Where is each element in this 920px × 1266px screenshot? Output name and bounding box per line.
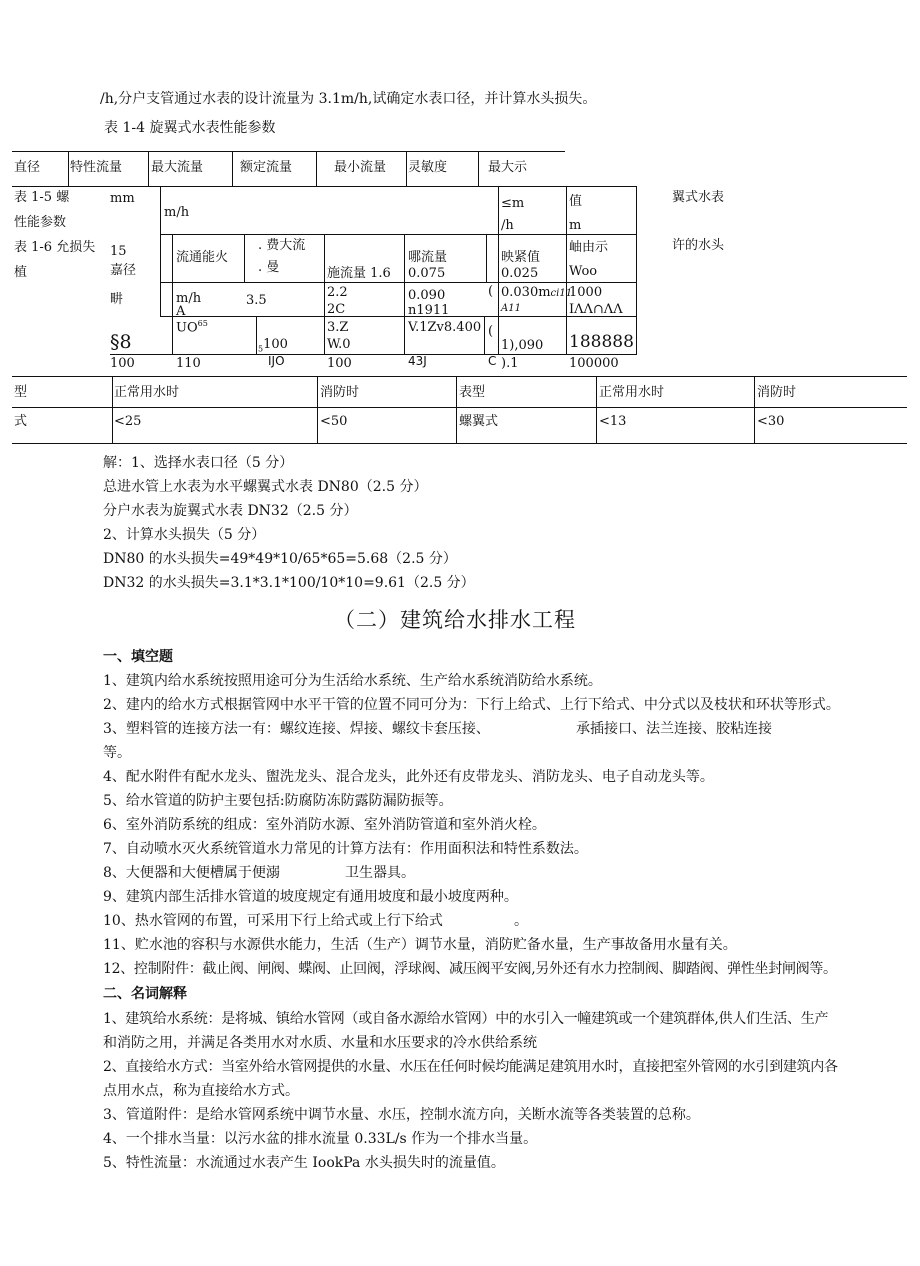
cell: 0.090 (408, 288, 446, 303)
cell: 0.075 (408, 266, 446, 281)
fill-item: 3、塑料管的连接方法一有：螺纹连接、焊接、螺纹卡套压接、 (103, 721, 490, 737)
cell-value: 0.030m (501, 285, 551, 300)
cell: 施流量 1.6 (327, 266, 391, 281)
header-cell: 最大流量 (151, 160, 204, 175)
fill-item: 7、自动喷水灭火系统管道水力常见的计算方法有：作用面积法和特性系数法。 (103, 841, 588, 857)
fill-item-cont: 承插接口、法兰连接、胶粘连接 (576, 721, 772, 737)
table-cell: 型 (14, 385, 28, 400)
term-item: 2、直接给水方式：当室外给水管网提供的水量、水压在任何时候均能满足建筑用水时，直接把室外管网的水引到建筑内各 (103, 1059, 838, 1075)
cell: 100000 (569, 356, 619, 371)
cell: 畊 (110, 292, 124, 307)
cell (176, 319, 208, 337)
cell: m (569, 218, 582, 233)
cell: 100 (110, 356, 135, 371)
intro-line: /h,分户支管通过水表的设计流量为 3.1m/h,试确定水表口径，并计算水头损失。 (100, 91, 597, 107)
cell-value: UO (176, 320, 198, 336)
caption-1-6b: 植 (14, 265, 28, 280)
cell: 3.Z (327, 320, 349, 335)
table-cell: 螺翼式 (459, 414, 499, 429)
cell: 0.025 (501, 266, 539, 281)
cell: 2C (327, 302, 346, 317)
cell: W.0 (327, 337, 351, 352)
cell: m/h (164, 205, 190, 220)
fill-item: 5、给水管道的防护主要包括:防腐防冻防露防漏防振等。 (103, 793, 453, 809)
term-item: 5、特性流量：水流通过水表产生 IookPa 水头损失时的流量值。 (103, 1155, 505, 1171)
cell: 值 (569, 194, 583, 209)
term-item: 3、管道附件：是给水管网系统中调节水量、水压，控制水流方向，关断水流等各类装置的总称。 (103, 1107, 700, 1123)
cell-sub: 5 (258, 344, 264, 354)
cell: n1911 (408, 303, 450, 318)
cell: Woo (569, 264, 598, 279)
cell: ( (488, 284, 494, 299)
solution-line: DN80 的水头损失=49*49*10/65*65=5.68（2.5 分） (103, 551, 457, 567)
fill-item: 1、建筑内给水系统按照用途可分为生活给水系统、生产给水系统消防给水系统。 (103, 673, 602, 689)
cell: mm (110, 191, 135, 206)
cell-sub: ci11 (550, 288, 573, 299)
solution-line: 分户水表为旋翼式水表 DN32（2.5 分） (103, 503, 358, 519)
cell: 哪流量 (408, 250, 448, 265)
cell: 嘉径 (110, 263, 137, 278)
header-cell: 最小流量 (334, 160, 387, 175)
caption-1-5: 表 1-5 螺 (14, 190, 70, 205)
cell: V.1Zv8.400 (408, 320, 482, 335)
table-cell: 正常用水时 (114, 385, 180, 400)
term-item: 1、建筑给水系统：是将城、镇给水管网（或自备水源给水管网）中的水引入一幢建筑或一个建筑群体,供人们生活、生产 (103, 1011, 829, 1027)
term-item: 4、一个排水当量：以污水盆的排水流量 0.33L/s 作为一个排水当量。 (103, 1131, 538, 1147)
cell: 43J (408, 354, 427, 368)
table-cell: <50 (320, 414, 348, 429)
cell: 110 (176, 356, 201, 371)
header-cell: 灵敏度 (408, 160, 448, 175)
cell: C (488, 354, 497, 368)
cell: 100 (327, 356, 352, 371)
table-cell: <30 (757, 414, 785, 429)
cell: 188888 (569, 332, 634, 352)
cell: /h (501, 218, 514, 233)
cell: IΛΛ∩ΛΛ (569, 302, 623, 317)
table-cell: 表型 (459, 385, 486, 400)
fill-item: 12、控制附件：截止阀、闸阀、蝶阀、止回阀，浮球阀、减压阀平安阀,另外还有水力控制阀、脚踏阀、弹性坐封闸阀等。 (103, 961, 837, 977)
table-cell: 消防时 (757, 385, 797, 400)
header-cell: 直径 (14, 160, 41, 175)
header-cell: 特性流量 (70, 160, 123, 175)
cell: 1),090 (501, 338, 544, 353)
caption-1-6: 表 1-6 允损失 (14, 240, 96, 255)
cell: A (176, 304, 186, 319)
fill-item: 10、热水管网的布置，可采用下行上给式或上行下给式 (103, 913, 443, 929)
fill-item: 9、建筑内部生活排水管道的坡度规定有通用坡度和最小坡度两种。 (103, 889, 518, 905)
table-cell: 正常用水时 (599, 385, 665, 400)
header-cell: 最大示 (488, 160, 528, 175)
fill-item-cont: 卫生器具。 (345, 865, 415, 881)
fill-item: 4、配水附件有配水龙头、盥洗龙头、混合龙头，此外还有皮带龙头、消防龙头、电子自动龙头等。 (103, 769, 714, 785)
cell: ≤m (501, 196, 525, 211)
solution-line: DN32 的水头损失=3.1*3.1*100/10*10=9.61（2.5 分） (103, 575, 475, 591)
table-caption: 表 1-4 旋翼式水表性能参数 (104, 120, 276, 136)
table-cell: 式 (14, 414, 28, 429)
cell: 15 (110, 244, 127, 259)
cell: §8 (110, 331, 132, 353)
term-item-cont: 和消防之用，并满足各类用水对水质、水量和水压要求的冷水供给系统 (103, 1035, 537, 1051)
terms-heading: 二、名词解释 (103, 986, 187, 1002)
fill-item: 6、室外消防系统的组成：室外消防水源、室外消防管道和室外消火栓。 (103, 817, 546, 833)
cell: IJO (268, 354, 285, 368)
table-cell: <25 (114, 414, 142, 429)
cell: 3.5 (246, 293, 267, 308)
cell: m/h (176, 291, 202, 306)
caption-1-5b: 性能参数 (14, 215, 67, 230)
cell: ( (488, 324, 494, 339)
solution-line: 2、计算水头损失（5 分） (103, 527, 266, 543)
cell: ).1 (501, 356, 519, 371)
cell: 流通能火 (176, 250, 229, 265)
cell: . 费大流 (258, 238, 306, 253)
cell: 1000 (569, 285, 603, 300)
cell-value: 100 (263, 337, 288, 352)
fill-item: 8、大便器和大便槽属于便溺 (103, 865, 280, 881)
fill-item: 11、贮水池的容积与水源供水能力，生活（生产）调节水量，消防贮备水量，生产事故备用水量有关。 (103, 937, 737, 953)
term-item-cont: 点用水点，称为直接给水方式。 (103, 1083, 299, 1099)
cell: 映紧值 (501, 250, 541, 265)
fill-heading: 一、填空题 (103, 649, 173, 665)
cell: 岫由示 (569, 240, 609, 255)
side-note: 许的水头 (672, 238, 725, 253)
header-cell: 额定流量 (240, 160, 293, 175)
cell-sup: 65 (197, 319, 208, 328)
table-cell: <13 (599, 414, 627, 429)
table-cell: 消防时 (320, 385, 360, 400)
solution-line: 总进水管上水表为水平螺翼式水表 DN80（2.5 分） (103, 479, 428, 495)
cell: . 曼 (258, 260, 280, 275)
cell (501, 285, 572, 301)
cell (258, 337, 288, 355)
fill-item-cont: 。 (514, 913, 528, 929)
cell: A11 (501, 303, 521, 314)
solution-line: 解：1、选择水表口径（5 分） (103, 455, 294, 471)
section-title: （二）建筑给水排水工程 (334, 608, 576, 632)
fill-item-cont: 等。 (103, 745, 131, 761)
fill-item: 2、建内的给水方式根据管网中水平干管的位置不同可分为：下行上给式、上行下给式、中分式以及枝状和环状等形式。 (103, 697, 840, 713)
cell: 2.2 (327, 285, 348, 300)
side-note: 翼式水表 (672, 190, 725, 205)
